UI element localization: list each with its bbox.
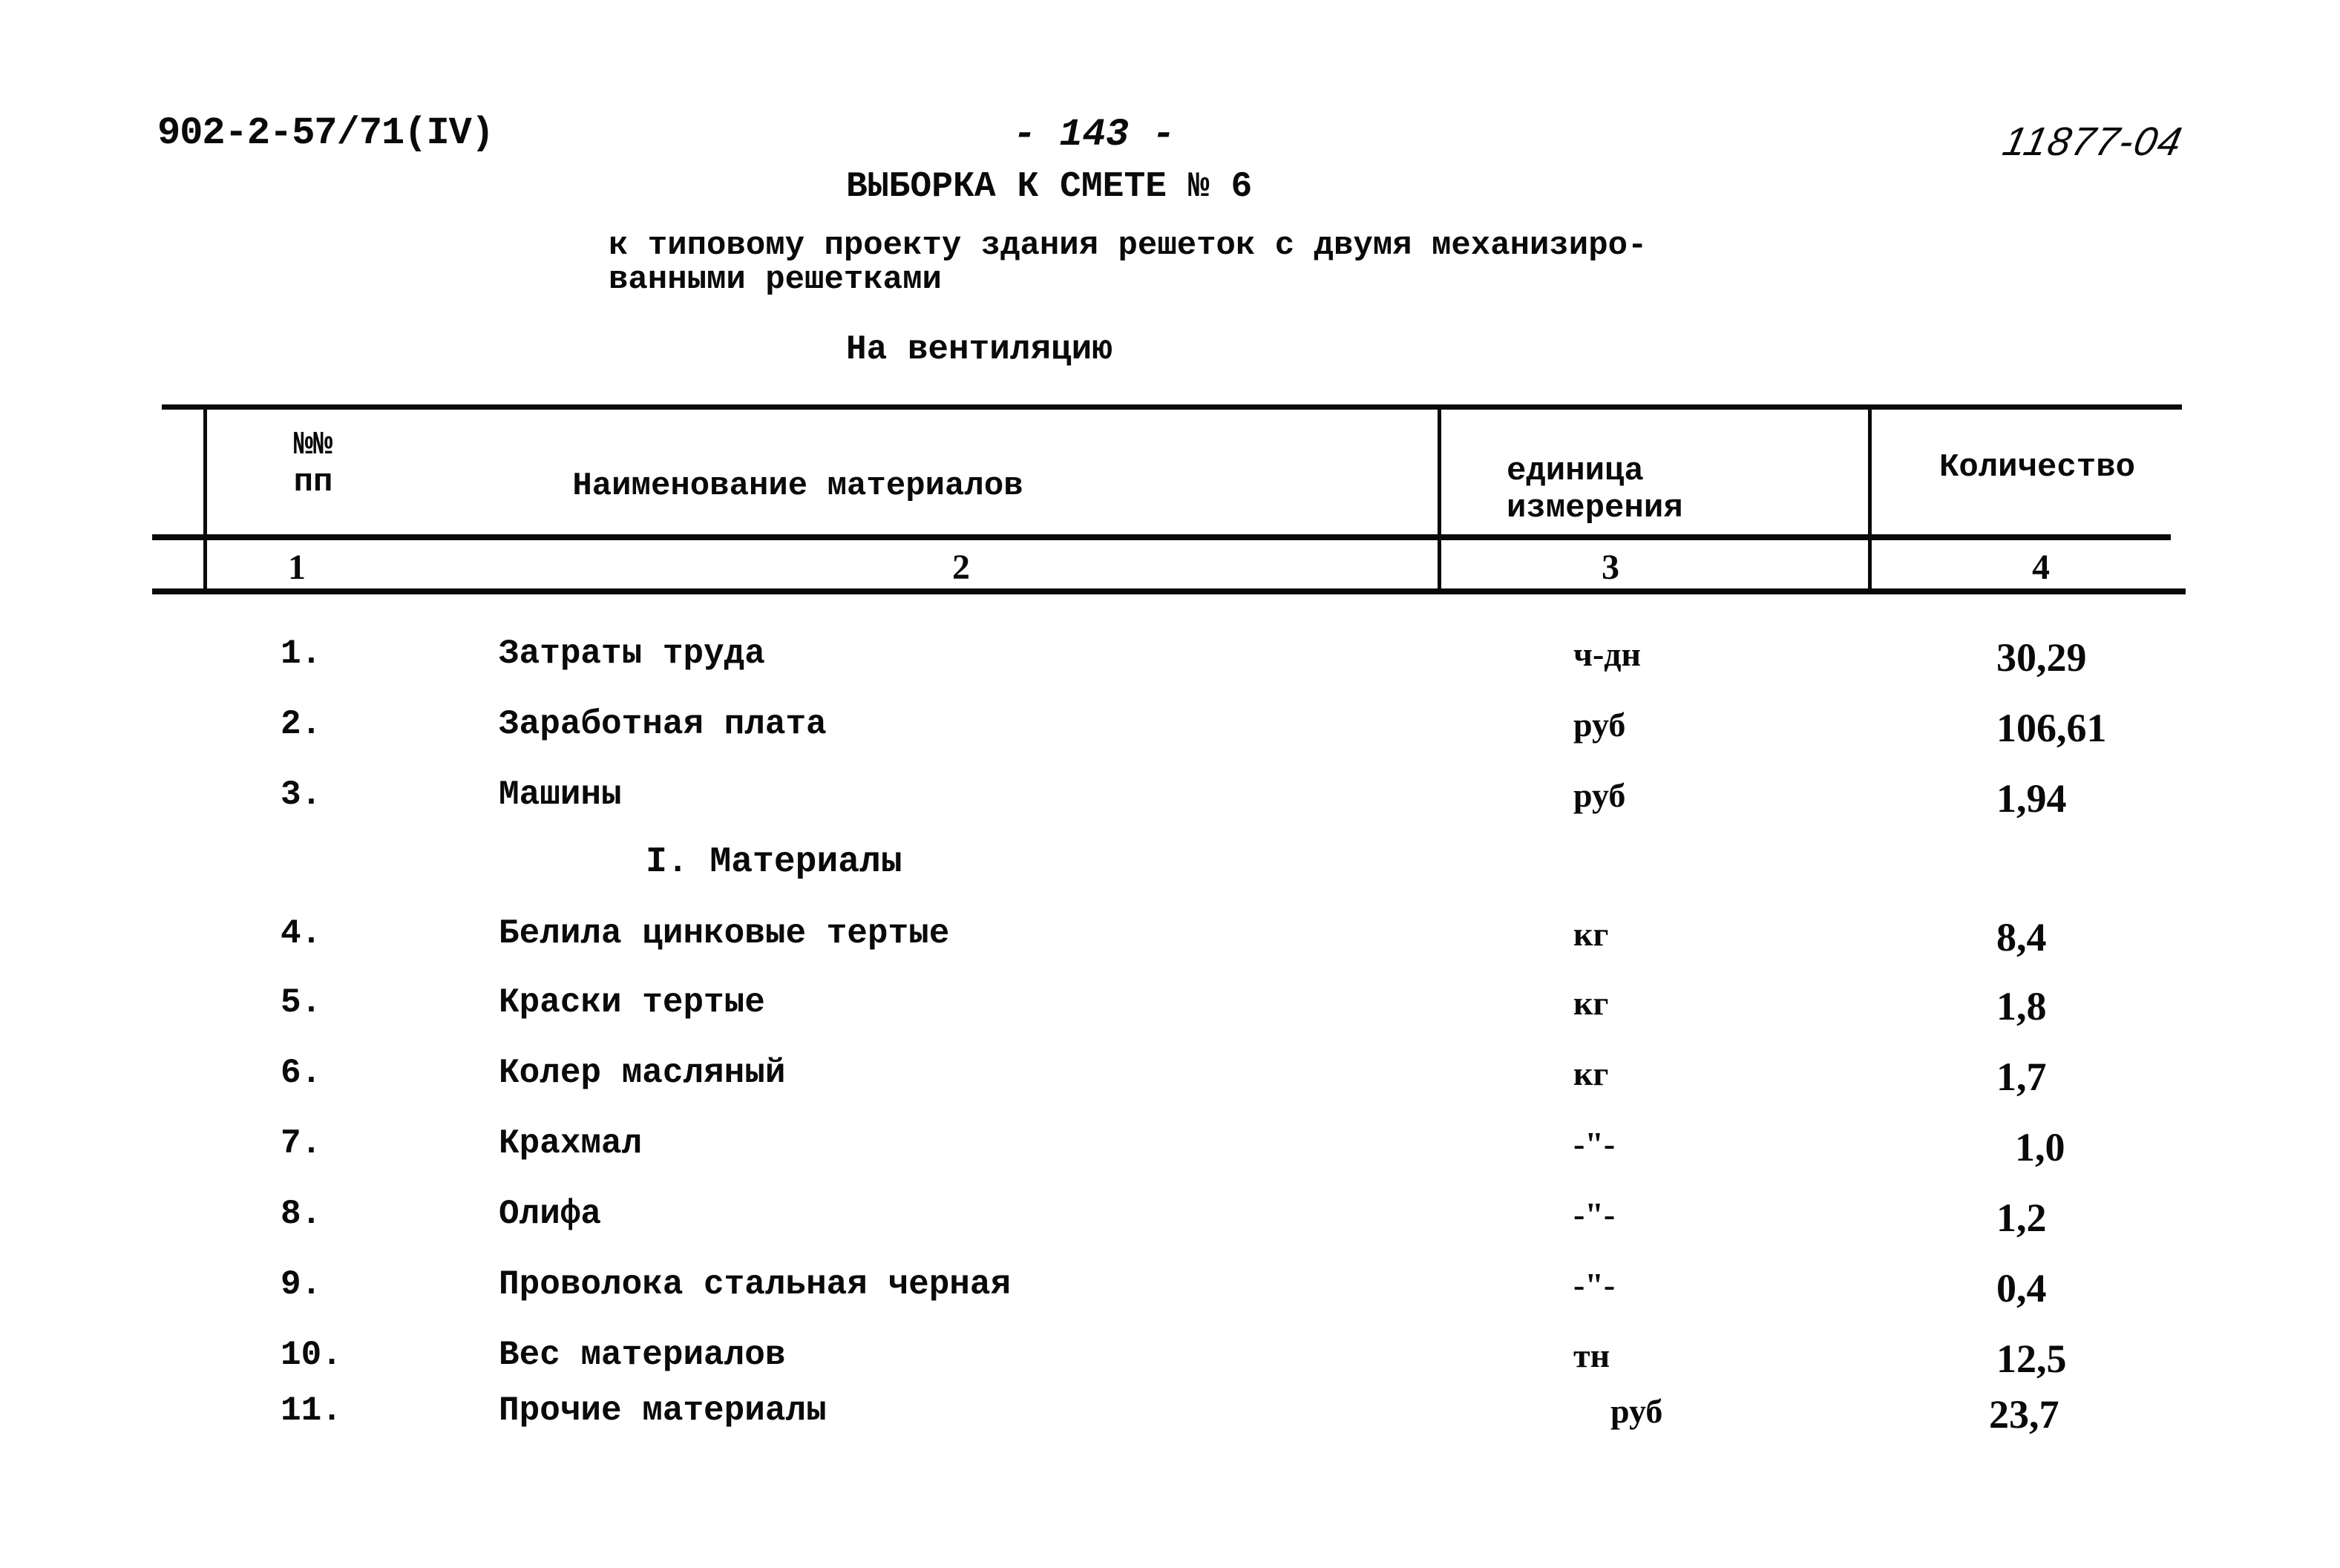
document-code: 902-2-57/71(IV)	[157, 111, 494, 155]
quantity: 106,61	[1996, 706, 2107, 750]
table-row	[0, 1054, 2340, 1098]
unit: руб	[1573, 776, 1626, 814]
table-row	[0, 775, 2340, 820]
unit: руб	[1610, 1392, 1663, 1430]
column-header-quantity: Количество	[1938, 449, 2136, 486]
material-name: Заработная плата	[499, 705, 827, 744]
row-number: 10.	[281, 1336, 342, 1374]
table-row	[0, 705, 2340, 749]
materials-subheading: I. Материалы	[646, 842, 902, 882]
column-number-3: 3	[1602, 548, 1619, 587]
quantity: 1,7	[1996, 1054, 2047, 1099]
quantity: 30,29	[1996, 635, 2087, 680]
quantity: 0,4	[1996, 1266, 2047, 1311]
handwritten-stamp: 11877-04	[1999, 119, 2187, 164]
quantity: 1,2	[1996, 1195, 2047, 1240]
table-row	[0, 983, 2340, 1028]
unit: -"-	[1573, 1195, 1616, 1233]
unit: -"-	[1573, 1266, 1616, 1304]
table-colnum-divider	[152, 588, 2186, 594]
material-name: Затраты труда	[499, 634, 765, 673]
page-title: ВЫБОРКА К СМЕТЕ № 6	[846, 167, 1253, 207]
page-number: - 143 -	[1013, 113, 1176, 157]
material-name: Вес материалов	[499, 1336, 786, 1374]
page-subtitle	[609, 229, 1647, 297]
column-header-unit: единица измерения	[1507, 453, 1683, 527]
material-name: Белила цинковые тертые	[499, 914, 950, 953]
column-header-number: №№ пп	[293, 427, 333, 501]
row-number: 7.	[281, 1124, 322, 1163]
table-row	[0, 1391, 2340, 1436]
row-number: 11.	[281, 1391, 342, 1430]
unit: руб	[1573, 706, 1626, 744]
material-name: Краски тертые	[499, 983, 765, 1022]
unit: кг	[1573, 984, 1609, 1022]
row-number: 6.	[281, 1054, 322, 1092]
col-divider-3	[1868, 407, 1872, 591]
unit: тн	[1573, 1336, 1610, 1374]
row-number: 1.	[281, 634, 322, 673]
material-name: Колер масляный	[499, 1054, 786, 1092]
table-row	[0, 1265, 2340, 1310]
row-number: 5.	[281, 983, 322, 1022]
table-row	[0, 1124, 2340, 1169]
table-row	[0, 634, 2340, 679]
subtitle-line-1: к типовому проекту здания решеток с двумя механизиро-	[609, 227, 1648, 264]
row-number: 3.	[281, 775, 322, 814]
material-name: Олифа	[499, 1195, 602, 1233]
quantity: 1,8	[1996, 984, 2047, 1029]
col-divider-1	[203, 407, 207, 591]
section-title: На вентиляцию	[846, 330, 1112, 369]
column-number-4: 4	[2032, 548, 2050, 587]
unit: кг	[1573, 1054, 1609, 1092]
material-name: Машины	[499, 775, 622, 814]
unit: -"-	[1573, 1125, 1616, 1163]
quantity: 12,5	[1996, 1336, 2067, 1381]
unit: ч-дн	[1573, 635, 1642, 673]
unit: кг	[1573, 915, 1609, 953]
material-name: Крахмал	[499, 1124, 643, 1163]
row-number: 2.	[281, 705, 322, 744]
table-top-border	[162, 404, 2182, 410]
column-number-1: 1	[288, 548, 306, 587]
row-number: 4.	[281, 914, 322, 953]
material-name: Прочие материалы	[499, 1391, 827, 1430]
row-number: 9.	[281, 1265, 322, 1304]
col-divider-2	[1438, 407, 1441, 591]
quantity: 23,7	[1989, 1392, 2059, 1437]
material-name: Проволока стальная черная	[499, 1265, 1012, 1304]
column-number-2: 2	[952, 548, 970, 587]
quantity: 1,94	[1996, 776, 2067, 821]
table-row	[0, 1195, 2340, 1239]
table-row	[0, 914, 2340, 959]
table-row	[0, 1336, 2340, 1380]
quantity: 8,4	[1996, 915, 2047, 960]
subtitle-line-2: ванными решетками	[609, 261, 942, 298]
column-header-name: Наименование материалов	[572, 468, 1023, 505]
row-number: 8.	[281, 1195, 322, 1233]
quantity: 1,0	[2015, 1125, 2065, 1170]
